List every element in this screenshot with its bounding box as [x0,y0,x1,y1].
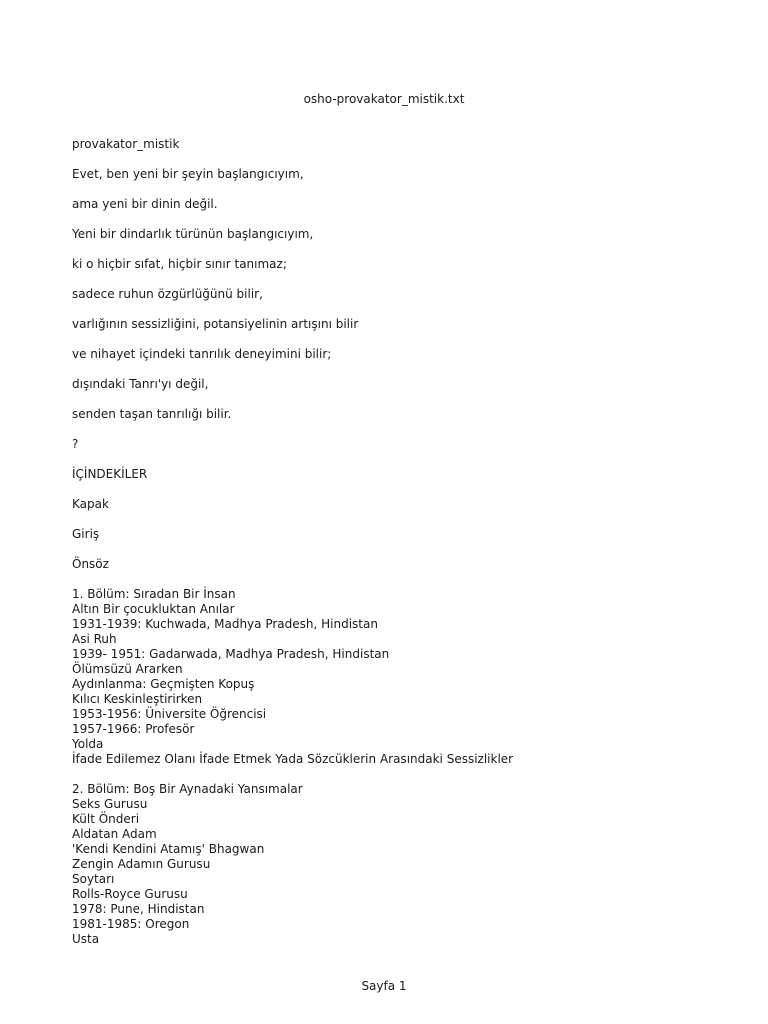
toc-item: Soytarı [72,872,115,886]
chapter-1-section [72,587,712,767]
toc-item: Usta [72,932,100,946]
toc-item: Aydınlanma: Geçmişten Kopuş [72,677,255,691]
page-number: Sayfa 1 [361,979,407,993]
text-line: Yeni bir dindarlık türünün başlangıcıyım, [72,227,314,241]
text-line: dışındaki Tanrı'yı değil, [72,377,209,391]
toc-item: 1939- 1951: Gadarwada, Madhya Pradesh, Hindistan [72,647,390,661]
chapter-heading: 1. Bölüm: Sıradan Bir İnsan [72,587,236,601]
toc-item: Aldatan Adam [72,827,157,841]
toc-item: Kapak [72,497,109,511]
toc-item: Seks Gurusu [72,797,148,811]
chapter-2-section [72,782,712,947]
toc-item: 1953-1956: Üniversite Öğrencisi [72,707,267,721]
text-line: senden taşan tanrılığı bilir. [72,407,232,421]
text-line: ki o hiçbir sıfat, hiçbir sınır tanımaz; [72,257,287,271]
toc-item: 1981-1985: Oregon [72,917,190,931]
chapter-heading: 2. Bölüm: Boş Bir Aynadaki Yansımalar [72,782,303,796]
text-line: varlığının sessizliğini, potansiyelinin artışını bilir [72,317,359,331]
toc-item: İfade Edilemez Olanı İfade Etmek Yada Sözcüklerin Arasındaki Sessizlikler [72,752,514,766]
toc-item: Giriş [72,527,100,541]
toc-item: Asi Ruh [72,632,117,646]
toc-item: Yolda [72,737,104,751]
toc-item: Altın Bir çocukluktan Anılar [72,602,235,616]
toc-item: Ölümsüzü Ararken [72,662,183,676]
document-title: osho-provakator_mistik.txt [303,92,465,106]
text-line: sadece ruhun özgürlüğünü bilir, [72,287,263,301]
toc-item: Rolls-Royce Gurusu [72,887,188,901]
text-line: ve nihayet içindeki tanrılık deneyimini bilir; [72,347,332,361]
text-line: ama yeni bir dinin değil. [72,197,218,211]
toc-item: Zengin Adamın Gurusu [72,857,211,871]
text-line: provakator_mistik [72,137,180,151]
toc-item: Kılıcı Keskinleştirirken [72,692,203,706]
toc-item: Önsöz [72,557,109,571]
text-line: Evet, ben yeni bir şeyin başlangıcıyım, [72,167,304,181]
document-body [72,137,712,947]
toc-item: 1957-1966: Profesör [72,722,195,736]
text-line: ? [72,437,79,451]
toc-item: Kült Önderi [72,812,140,826]
toc-item: 1978: Pune, Hindistan [72,902,205,916]
poem-section [72,137,712,572]
toc-item: 'Kendi Kendini Atamış' Bhagwan [72,842,265,856]
toc-item: 1931-1939: Kuchwada, Madhya Pradesh, Hindistan [72,617,378,631]
toc-heading: İÇİNDEKİLER [72,467,148,481]
